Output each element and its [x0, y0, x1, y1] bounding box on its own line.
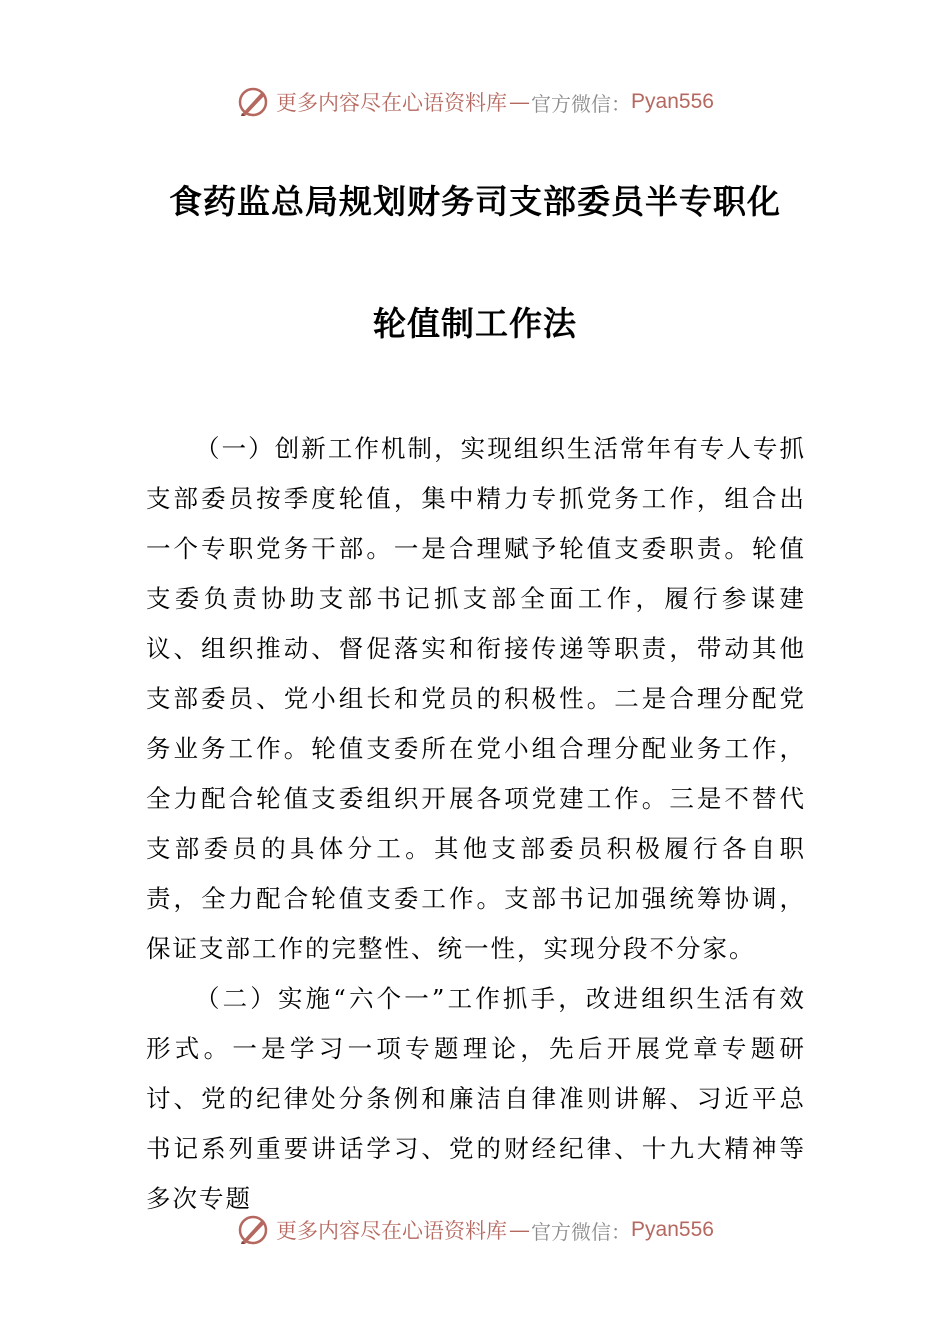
document-body [146, 424, 806, 1224]
header-watermark [0, 82, 950, 122]
pen-in-circle-icon [236, 1213, 270, 1247]
footer-watermark [0, 1210, 950, 1250]
document-title-line-1: 食药监总局规划财务司支部委员半专职化 [169, 182, 781, 221]
watermark-main-text: 更多内容尽在心语资料库 [276, 91, 508, 115]
watermark-separator: — [509, 1218, 530, 1242]
watermark-sub-text: 官方微信： [531, 91, 632, 116]
watermark-main-text: 更多内容尽在心语资料库 [276, 1219, 508, 1243]
watermark-sub-text: 官方微信： [531, 1219, 632, 1244]
watermark-wechat-id: Pyan556 [631, 90, 714, 113]
paragraph: （一）创新工作机制，实现组织生活常年有专人专抓支部委员按季度轮值，集中精力专抓党务工作，组合出一个专职党务干部。一是合理赋予轮值支委职责。轮值支委负责协助支部书记抓支部全面工作，履行参谋建议、组织推动、督促落实和衔接传递等职责，带动其他支部委员、党小组长和党员的积极性。二是合理分配党务业务工作。轮值支委所在党小组合理分配业务工作，全力配合轮值支委组织开展各项党建工作。三是不替代支部委员的具体分工。其他支部委员积极履行各自职责，全力配合轮值支委工作。支部书记加强统筹协调，保证支部工作的完整性、统一性，实现分段不分家。 [146, 434, 806, 963]
watermark-separator: — [509, 90, 530, 114]
watermark-wechat-id: Pyan556 [631, 1218, 714, 1241]
pen-in-circle-icon [236, 85, 270, 119]
paragraph: （二）实施“六个一”工作抓手，改进组织生活有效形式。一是学习一项专题理论，先后开展党章专题研讨、党的纪律处分条例和廉洁自律准则讲解、习近平总书记系列重要讲话学习、党的财经纪律、十九大精神等多次专题 [146, 984, 806, 1213]
document-title-line-2: 轮值制工作法 [373, 304, 577, 343]
